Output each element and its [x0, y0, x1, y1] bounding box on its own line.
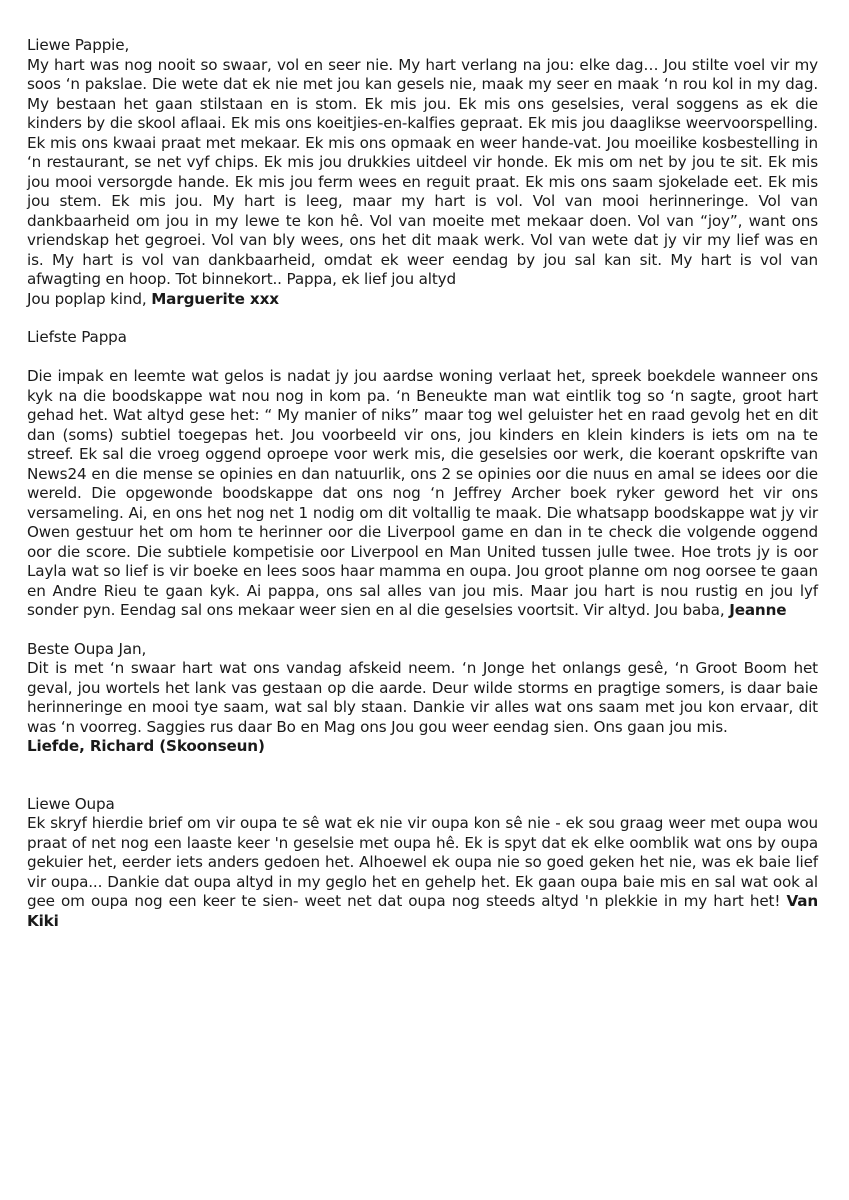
letter-jeanne [27, 328, 818, 621]
letter-body: Dit is met ‘n swaar hart wat ons vandag afskeid neem. ‘n Jonge het onlangs gesê, ‘n Groot Boom het geval, jou wortels het lank vas gestaan op die aarde. Deur wilde storms en pragtige somers, is daar baie herinneringe en mooi tye saam, wat sal bly staan. Dankie vir alles wat ons saam met jou kon ervaar, dit was ‘n voorreg. Saggies rus daar Bo en Mag ons Jou gou weer eendag sien. Ons gaan jou mis. [27, 659, 818, 736]
letter-closing: Jou poplap kind, [27, 289, 152, 308]
letter-greeting: Beste Oupa Jan, [27, 639, 147, 658]
letter-body-text: Ek skryf hierdie brief om vir oupa te sê wat ek nie vir oupa kon sê nie - ek sou graag weer met oupa wou praat of net nog een laaste keer 'n geselsie met oupa hê. Ek is spyt dat ek elke oomblik wat ons by oupa gekuier het, eerder iets anders gedoen het. Alhoewel ek oupa nie so goed geken het nie, was ek baie lief vir oupa... Dankie dat oupa altyd in my geglo het en gehelp het. Ek gaan oupa baie mis en sal wat ook al gee om oupa nog een keer te sien- weet net dat oupa nog steeds altyd 'n plekkie in my hart het! [27, 814, 818, 910]
letter-signature: Van Kiki [27, 892, 818, 930]
letter-greeting: Liefste Pappa [27, 328, 127, 346]
letter-signature: Liefde, Richard (Skoonseun) [27, 737, 265, 755]
letter-greeting: Liewe Oupa [27, 794, 115, 813]
letter-body: My hart was nog nooit so swaar, vol en seer nie. My hart verlang na jou: elke dag… Jou stilte voel vir my soos ‘n pakslae. Die wete dat ek nie met jou kan gesels nie, maak my seer en maak ‘n rou kol in my dag. My bestaan het gaan stilstaan en is stom. Ek mis jou. Ek mis ons geselsies, veral soggens as ek die kinders by die skool aflaai. Ek mis ons koeitjies-en-kalfies gepraat. Ek mis jou daaglikse weervoorspelling. Ek mis ons kwaai praat met mekaar. Ek mis ons opmaak en weer hande-vat. Jou moeilike kosbestelling in ‘n restaurant, se net vyf chips. Ek mis jou drukkies uitdeel vir honde. Ek mis om net by jou te sit. Ek mis jou mooi versorgde hande. Ek mis jou ferm wees en reguit praat. Ek mis ons saam sjokelade eet. Ek mis jou stem. Ek mis jou. My hart is leeg, maar my hart is vol. Vol van mooi herinneringe. Vol van dankbaarheid om jou in my lewe te kon hê. Vol van moeite met mekaar doen. Vol van “joy”, want ons vriendskap het gegroei. Vol van bly wees, ons het dit maak werk. Vol van wete dat jy vir my lief was en is. My hart is vol van dankbaarheid, omdat ek weer eendag by jou sal kan sit. My hart is vol van afwagting en hoop. Tot binnekort.. Pappa, ek lief jou altyd [27, 55, 818, 288]
letter-body-text: Die impak en leemte wat gelos is nadat jy jou aardse woning verlaat het, spreek boekdele wanneer ons kyk na die boodskappe wat nou nog in kom pa. ‘n Beneukte man wat eintlik tog so ‘n sagte, groot hart gehad het. Wat altyd gese het: “ My manier of niks” maar tog wel geluister het en raad gevolg het en dit dan (soms) subtiel toegepas het. Jou voorbeeld vir ons, jou kinders en klein kinders is iets om na te streef. Ek sal die vroeg oggend oproepe voor werk mis, die geselsies oor werk, die koerant opskrifte van News24 en die mense se opinies en dan natuurlik, ons 2 se opinies oor die nuus en amal se idees oor die wereld. Die opgewonde boodskappe dat ons nog ‘n Jeffrey Archer boek ryker geword het vir ons versameling. Ai, en ons het nog net 1 nodig om dit voltallig te maak. Die whatsapp boodskappe wat jy vir Owen gestuur het om hom te herinner oor die Liverpool game en dan in te check die volgende oggend oor die score. Die subtiele kompetisie oor Liverpool en Man United tussen julle twee. Hoe trots jy is oor Layla wat so lief is vir boeke en lees soos haar mamma en oupa. Jou groot planne om nog oorsee te gaan en Andre Rieu te gaan kyk. Ai pappa, ons sal alles van jou mis. Maar jou hart is nou rustig en jou lyf sonder pyn. Eendag sal ons mekaar weer sien en al die geselsies voortsit. Vir altyd. Jou baba, [27, 367, 818, 619]
letter-greeting: Liewe Pappie, [27, 36, 130, 54]
letter-body [27, 814, 818, 931]
letter-closing-line [27, 290, 818, 310]
blank-line [27, 348, 818, 368]
letter-body [27, 367, 818, 621]
letter-marguerite [27, 36, 818, 309]
letter-signature: Jeanne [729, 601, 787, 619]
letter-richard [27, 640, 818, 757]
document-page [27, 36, 818, 931]
letter-signature: Marguerite xxx [151, 289, 279, 308]
letter-kiki [27, 795, 818, 932]
